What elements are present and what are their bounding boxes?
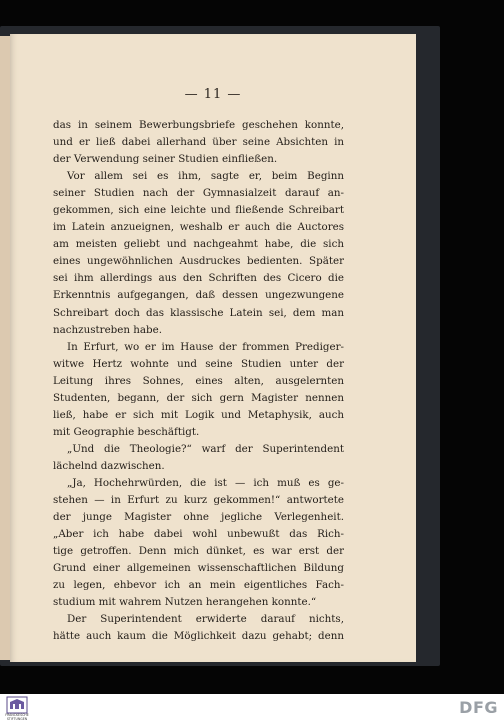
text-line: Schreibart doch das klassische Latein sei, dem man xyxy=(53,306,344,319)
text-line: „Ja, Hochehrwürden, die ist — ich muß es ge- xyxy=(67,476,344,489)
text-line: der Verwendung seiner Studien einfließen. xyxy=(53,153,278,166)
text-line: Erkenntnis aufgegangen, daß dessen ungezwungene xyxy=(53,289,344,302)
text-line: tige getroffen. Denn mich dünket, es war erst der xyxy=(53,545,344,558)
text-line: In Erfurt, wo er im Hause der frommen Prediger- xyxy=(67,340,344,353)
text-line: Vor allem sei es ihm, sagte er, beim Beginn xyxy=(67,170,344,183)
library-label: FRANCKESCHE STIFTUNGEN xyxy=(5,713,29,721)
text-line: stehen — in Erfurt zu kurz gekommen!“ antwortete xyxy=(53,494,344,507)
text-line: der junge Magister ohne jegliche Verlegenheit. xyxy=(53,511,344,524)
text-line: Der Superintendent erwiderte darauf nichts, xyxy=(67,613,344,626)
text-line: lächelnd dazwischen. xyxy=(53,459,165,472)
viewer-footer xyxy=(0,694,504,724)
text-line: Grund einer allgemeinen wissenschaftlichen Bildung xyxy=(53,562,344,575)
page-number: — 11 — xyxy=(184,87,242,102)
text-line: zu legen, ehbevor ich an mein eigentliches Fach- xyxy=(53,579,344,592)
text-line: nachzustreben habe. xyxy=(53,323,162,336)
text-line: und er ließ dabei allerhand über seine Absichten in xyxy=(53,136,344,149)
previous-page-edge xyxy=(0,36,10,660)
text-line: studium mit wahrem Nutzen herangehen konnte.“ xyxy=(53,596,317,609)
dfg-logo: DFG xyxy=(459,698,498,717)
text-line: gekommen, sich eine leichte und fließende Schreibart xyxy=(53,204,344,217)
text-line: mit Geographie beschäftigt. xyxy=(53,425,200,438)
book-page xyxy=(10,34,416,662)
text-line: das in seinem Bewerbungsbriefe geschehen konnte, xyxy=(53,119,344,131)
text-line: am meisten geliebt und nachgeahmt habe, die sich xyxy=(53,238,344,251)
text-line: „Aber ich habe dabei wohl unbewußt das Rich- xyxy=(53,528,344,541)
text-line: seiner Studien nach der Gymnasialzeit darauf an- xyxy=(53,187,344,200)
text-line: im Latein anzueignen, weshalb er auch die Auctores xyxy=(53,221,344,234)
text-line: „Und die Theologie?“ warf der Superintendent xyxy=(67,442,344,455)
text-line: hätte auch kaum die Möglichkeit dazu gehabt; denn xyxy=(53,630,344,643)
text-line: Leitung ihres Sohnes, eines alten, ausgelernten xyxy=(53,374,344,387)
text-line: sei ihm allerdings aus den Schriften des Cicero die xyxy=(53,272,344,285)
text-line: eines ungewöhnlichen Ausdruckes bedienten. Später xyxy=(53,255,344,268)
text-line: witwe Hertz wohnte und seine Studien unter der xyxy=(53,357,344,370)
text-line: ließ, habe er sich mit Logik und Metaphysik, auch xyxy=(53,408,344,421)
page-text xyxy=(53,117,344,645)
text-line: Studenten, begann, der sich gern Magister nennen xyxy=(53,391,344,404)
